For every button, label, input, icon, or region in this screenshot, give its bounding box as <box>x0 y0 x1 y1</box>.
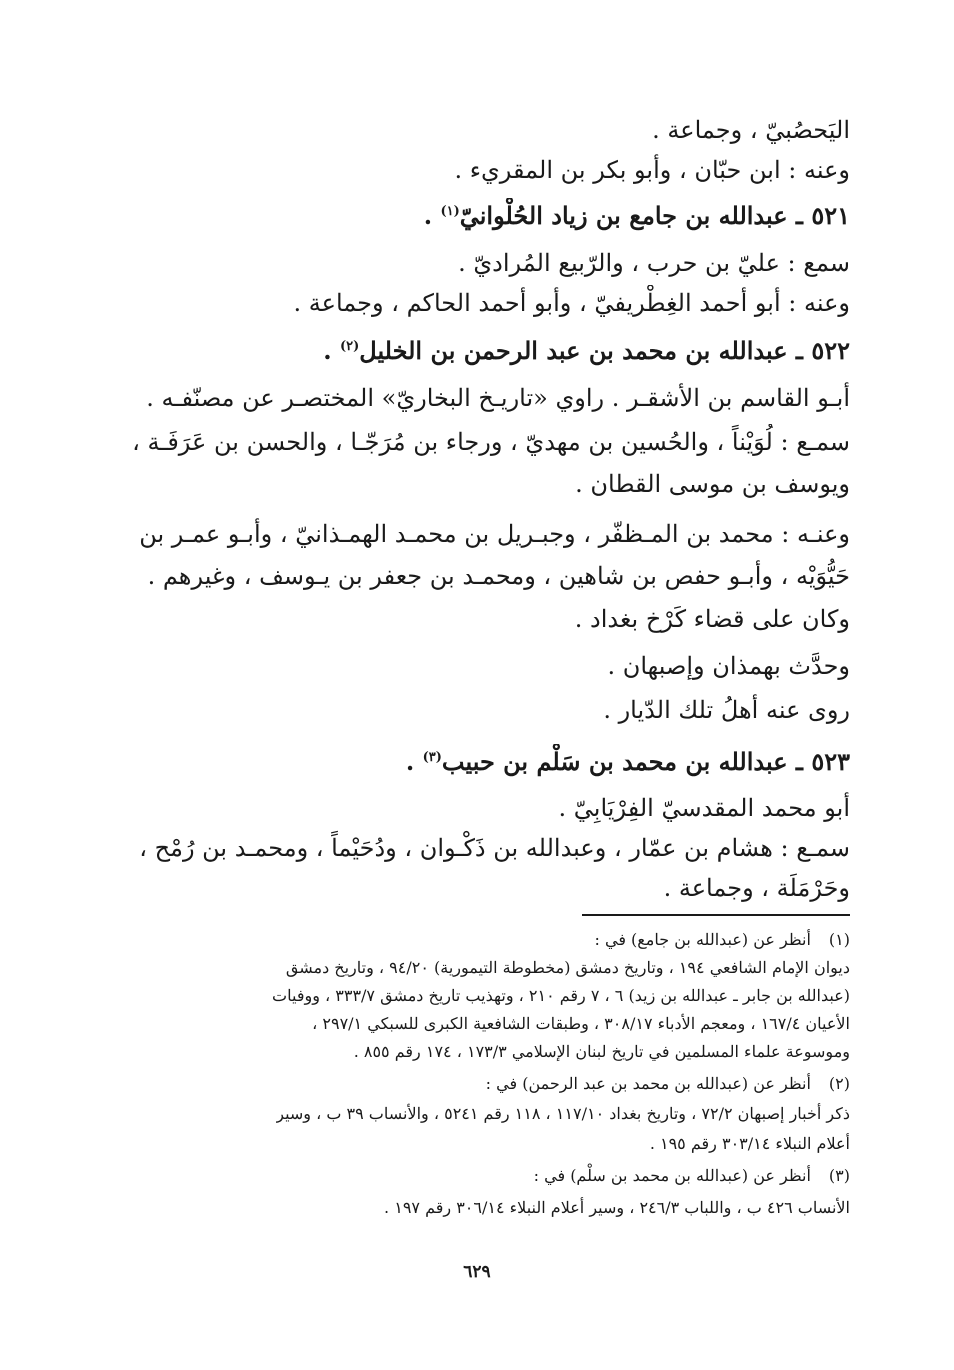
text-line: اليَحصُبيّ ، وجماعة . <box>652 116 850 144</box>
text-line: وعنـه : محمد بن المـظفّر ، وجبـريل بن محمـد الهمـذانيّ ، وأبـو عمـر بن <box>139 520 850 548</box>
text-line: وكان على قضاء كَرْخ بغداد . <box>574 605 850 633</box>
footnote-1-line: ديوان الإمام الشافعي ١٩٤ ، وتاريخ دمشق (مخطوطة التيمورية) ٩٤/٢٠ ، وتاريخ دمشق <box>285 958 850 977</box>
entry-heading-text: ٥٢١ ـ عبدالله بن جامع بن زياد الحُلْوانيّ <box>459 201 850 230</box>
footnote-1-line: (عبدالله بن جابر ـ عبدالله بن زيد) ٦ ، ٧ رقم ٢١٠ ، وتهذيب تاريخ دمشق ٣٣٣/٧ ، ووفيات <box>272 986 850 1005</box>
text-line: سمـع : هشام بن عمّار ، وعبدالله بن ذَكْـوان ، ودُحَيْماً ، ومحمـد بن رُمْح ، <box>139 834 850 862</box>
footnote-text: أنظر عن (عبدالله بن جامع) في : <box>594 930 811 949</box>
footnote-1-line <box>595 926 851 954</box>
text-line: حَيُّوَيْه ، وأبـو حفص بن شاهين ، ومحمـد بن جعفر بن يـوسف ، وغيرهم . <box>147 562 850 590</box>
text-line: ويوسف بن موسى القطان . <box>575 470 850 498</box>
text-line: وحدَّث بهمذان وإصبهان . <box>607 652 850 680</box>
text-line: أبو محمد المقدسيّ الفِرْيَابِيّ . <box>558 794 850 822</box>
footnote-marker: (٢) <box>339 339 360 354</box>
footnote-marker: (٣) <box>422 750 442 765</box>
page-number: ٦٢٩ <box>463 1262 491 1282</box>
text-line: وعنه : أبو أحمد الغِطْريفيّ ، وأبو أحمد الحاكم ، وجماعة . <box>293 289 850 317</box>
entry-heading-text: ٥٢٢ ـ عبدالله بن محمد بن عبد الرحمن بن الخليل <box>359 336 850 365</box>
footnote-number: (٣) <box>828 1166 850 1185</box>
footnote-1-line: وموسوعة علماء المسلمين في تاريخ لبنان الإسلامي ١٧٣/٣ ، ١٧٤ رقم ٨٥٥ . <box>353 1042 850 1061</box>
footnote-3-line: الأنساب ٤٢٦ ب ، واللباب ٢٤٦/٣ ، وسير أعلام النبلاء ٣٠٦/١٤ رقم ١٩٧ . <box>384 1198 850 1217</box>
heading-period: . <box>405 747 415 776</box>
entry-heading-522 <box>323 333 850 369</box>
footnote-3-line <box>534 1162 850 1190</box>
footnote-2-line: أعلام النبلاء ٣٠٣/١٤ رقم ١٩٥ . <box>649 1134 850 1153</box>
footnote-2-line <box>486 1070 850 1098</box>
text-line: وعنه : ابن حبّان ، وأبو بكر بن المقريء . <box>454 156 850 184</box>
footnote-1-line: الأعيان ١٦٧/٤ ، ومعجم الأدباء ٣٠٨/١٧ ، وطبقات الشافعية الكبرى للسبكي ٢٩٧/١ ، <box>312 1014 850 1033</box>
footnote-marker: (١) <box>440 204 460 219</box>
text-line: سمع : عليّ بن حرب ، والرّبيع المُراديّ . <box>458 249 850 277</box>
footnote-number: (١) <box>828 930 850 949</box>
entry-heading-523 <box>406 744 850 780</box>
footnote-separator <box>582 914 850 916</box>
heading-period: . <box>423 201 433 230</box>
footnote-2-line: ذكر أخبار إصبهان ٧٢/٢ ، وتاريخ بغداد ١١٧/١٠ ، ١١٨ رقم ٥٢٤١ ، والأنساب ٣٩ ب ، وسير <box>276 1104 850 1123</box>
text-line: وحَرْمَلَة ، وجماعة . <box>663 874 850 902</box>
text-line: أبـو القاسم بن الأشقـر . راوي «تاريـخ البخاريّ» المختصـر عن مصنّفـه . <box>146 384 850 412</box>
footnote-text: أنظر عن (عبدالله بن محمد بن عبد الرحمن) في : <box>485 1074 811 1093</box>
footnote-number: (٢) <box>828 1074 850 1093</box>
text-line: سمـع : لُوَيْناً ، والحُسين بن مهديّ ، ورجاء بن مُرَجّـا ، والحسن بن عَرَفَـة ، <box>132 428 850 456</box>
text-line: روى عنه أهلُ تلك الدّيار . <box>603 696 850 724</box>
entry-heading-521 <box>424 198 850 234</box>
footnote-text: أنظر عن (عبدالله بن محمد بن سلْم) في : <box>533 1166 811 1185</box>
entry-heading-text: ٥٢٣ ـ عبدالله بن محمد بن سَلْم بن حبيب <box>441 747 850 776</box>
heading-period: . <box>323 336 332 365</box>
